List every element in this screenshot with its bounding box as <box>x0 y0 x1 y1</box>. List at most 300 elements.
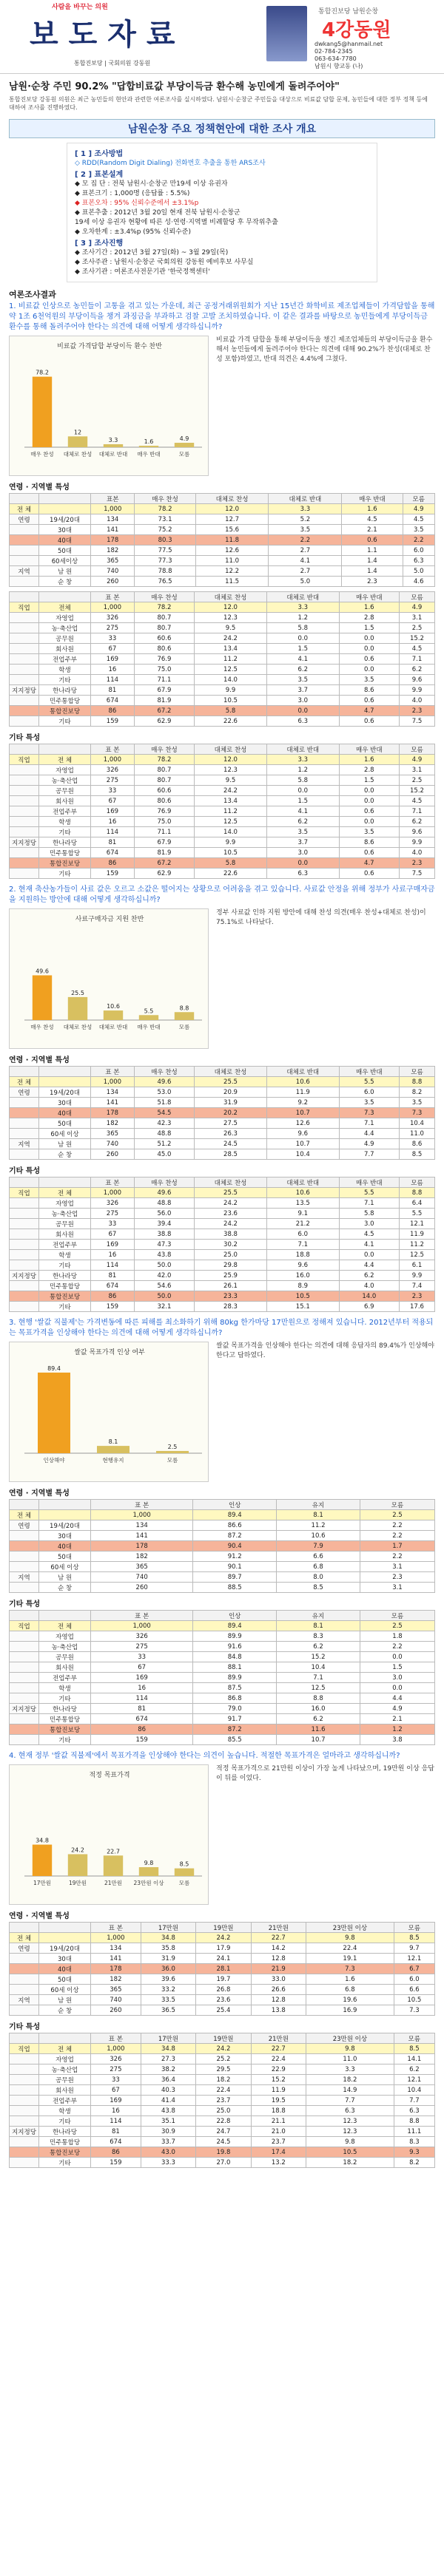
table-header-cell: 대체로 찬성 <box>195 744 267 755</box>
table-cell: 2.2 <box>403 535 435 546</box>
table-cell: 3.5 <box>339 1098 399 1108</box>
table-row <box>10 1562 435 1572</box>
table-cell <box>10 1562 39 1572</box>
table-row <box>10 2085 435 2096</box>
table-cell <box>10 1281 39 1291</box>
table-cell: 15.2 <box>277 1652 360 1662</box>
table-cell: 60세 이상 <box>39 1562 91 1572</box>
table-cell: 9.8 <box>306 2137 394 2147</box>
table-row <box>10 1250 435 1260</box>
table-cell: 순 창 <box>39 2005 91 2016</box>
table-cell: 12.8 <box>251 1954 306 1964</box>
table-cell: 30.2 <box>195 1240 267 1250</box>
table-header-cell: 19만원 <box>196 2033 251 2044</box>
table-row <box>10 1520 435 1531</box>
chart-title: 쌀값 목표가격 인상 여부 <box>74 1349 145 1356</box>
table-row <box>10 1943 435 1954</box>
table-cell: 1.2 <box>266 765 339 775</box>
table-cell <box>10 2116 39 2127</box>
chart-value-label: 8.5 <box>179 1860 189 1868</box>
question-1-row <box>9 336 435 476</box>
table-cell: 25.5 <box>195 1077 267 1087</box>
table-cell: 4.5 <box>399 644 434 654</box>
table-cell: 기타 <box>39 869 91 879</box>
table1-title: 연령 · 지역별 특성 <box>9 483 70 492</box>
table-cell: 0.6 <box>339 848 399 858</box>
chart-bar <box>175 1869 194 1876</box>
table-cell: 0.0 <box>339 633 399 644</box>
table-cell: 27.5 <box>195 1118 267 1129</box>
table-cell: 35.8 <box>141 1943 195 1954</box>
table-cell: 33.2 <box>141 1985 195 1995</box>
table-header-cell: 매우 반대 <box>339 592 399 602</box>
chart-category-label: 21만원 <box>104 1880 123 1886</box>
table-cell: 전 체 <box>10 1510 39 1520</box>
table-header-cell: 대체로 반대 <box>266 744 339 755</box>
table-cell: 141 <box>91 1531 193 1541</box>
headline: 남원·순창 주민 90.2% "답합비료값 부당이득금 환수해 농민에게 돌려주어야" <box>9 81 340 92</box>
chart-category-label: 매우 찬성 <box>30 451 54 458</box>
table-cell: 순 창 <box>39 577 91 587</box>
table-cell: 7.9 <box>277 1541 360 1552</box>
table-cell: 4.4 <box>339 1260 399 1271</box>
table-cell: 8.6 <box>339 685 399 696</box>
table-cell: 자영업 <box>39 613 91 623</box>
table-cell: 3.3 <box>266 602 339 613</box>
table-cell <box>10 1229 39 1240</box>
table-row <box>10 1724 435 1735</box>
table-cell: 114 <box>91 827 135 837</box>
table-cell: 71.1 <box>134 675 194 685</box>
table-cell: 25.4 <box>196 2005 251 2016</box>
table-cell: 4.6 <box>403 577 435 587</box>
table-cell: 지역 <box>10 1139 39 1149</box>
table-cell: 8.2 <box>394 2158 434 2168</box>
table5 <box>9 1177 435 1312</box>
table-cell: 전업주부 <box>39 1673 91 1683</box>
table-cell <box>10 1302 39 1312</box>
table-cell: 회사원 <box>39 1229 91 1240</box>
q3-summary: 쌀값 목표가격을 인상해야 한다는 의견에 대해 응답자의 89.4%가 인상해야 한다고 답하였다. <box>216 1342 434 1359</box>
table-cell <box>10 665 39 675</box>
chart-bar <box>156 1451 189 1453</box>
table-header-cell: 17만원 <box>141 2033 195 2044</box>
table-cell: 8.5 <box>394 2044 434 2054</box>
table-cell: 79.0 <box>193 1704 277 1714</box>
overview-heading-2: [ 2 ] 표본설계 <box>75 171 124 179</box>
table-cell: 직업 <box>10 1621 39 1631</box>
chart-category-label: 17만원 <box>33 1880 52 1886</box>
table-cell: 7.1 <box>399 654 434 665</box>
table-header-cell: 표 본 <box>91 744 135 755</box>
table-cell <box>10 1652 39 1662</box>
table-cell <box>10 1552 39 1562</box>
table-cell: 6.2 <box>394 2064 434 2075</box>
question-3: 3. 현행 '쌀값 직불제'는 가격변동에 따른 피해를 최소화하기 위해 80kg 한가마당 17만원으로 정해져 있습니다. 2012년부터 적용되는 목표가격을 인상해야 한다는 의견에 대해 어떻게 생각하십니까? <box>9 1319 434 1337</box>
table-cell: 3.1 <box>399 613 434 623</box>
table-cell: 7.1 <box>339 1118 399 1129</box>
table-cell: 34.8 <box>141 2044 195 2054</box>
table-cell: 60세이상 <box>39 556 91 566</box>
table-cell: 전업주부 <box>39 1240 91 1250</box>
table-cell: 10.5 <box>306 2147 394 2158</box>
chart-value-label: 8.8 <box>179 1005 189 1012</box>
table-cell: 6.9 <box>339 1302 399 1312</box>
table-row <box>10 1087 435 1098</box>
table-cell: 84.8 <box>193 1652 277 1662</box>
table-cell: 민주통합당 <box>39 1714 91 1724</box>
table-cell: 24.2 <box>195 1219 267 1229</box>
table-cell: 24.2 <box>196 2044 251 2054</box>
table-cell: 6.8 <box>306 1985 394 1995</box>
table-row <box>10 817 435 827</box>
table-cell: 87.2 <box>193 1724 277 1735</box>
table-cell: 1,000 <box>91 2044 141 2054</box>
table-cell: 11.6 <box>277 1724 360 1735</box>
table-cell: 9.9 <box>399 837 434 848</box>
table-cell: 14.0 <box>195 827 267 837</box>
table-row <box>10 2127 435 2137</box>
table-header-cell <box>39 1177 91 1188</box>
table-row <box>10 2064 435 2075</box>
table-cell: 6.0 <box>339 1087 399 1098</box>
table-cell: 15.2 <box>251 2075 306 2085</box>
table9-title: 기타 특성 <box>9 2023 41 2031</box>
table-cell: 78.2 <box>135 504 195 514</box>
table-header-cell: 대체로 반대 <box>266 1067 339 1077</box>
table-cell: 62.9 <box>134 716 194 727</box>
table-cell: 12.5 <box>195 665 267 675</box>
table-row <box>10 765 435 775</box>
table-cell: 기타 <box>39 1735 91 1745</box>
table-cell: 자영업 <box>39 1198 91 1209</box>
table-header-cell: 모름 <box>360 1500 434 1510</box>
table-cell: 0.0 <box>266 706 339 716</box>
chart-bar <box>68 1854 87 1876</box>
table-row <box>10 2147 435 2158</box>
table-cell: 3.7 <box>266 685 339 696</box>
table-cell: 67 <box>91 796 135 806</box>
table-cell <box>10 1531 39 1541</box>
table-row <box>10 556 435 566</box>
table-cell: 674 <box>91 1281 135 1291</box>
table-header-cell: 17만원 <box>141 1923 195 1933</box>
table-header-cell: 모름 <box>403 494 435 504</box>
table-cell: 3.5 <box>269 525 342 535</box>
table-cell: 21.1 <box>251 2116 306 2127</box>
table-header-cell: 모름 <box>399 744 434 755</box>
table-cell: 전 체 <box>39 1621 91 1631</box>
table-row <box>10 1281 435 1291</box>
table-cell: 3.1 <box>360 1562 434 1572</box>
table-row <box>10 786 435 796</box>
table-cell <box>10 2075 39 2085</box>
table-cell: 2.1 <box>342 525 403 535</box>
table-cell: 19세/20대 <box>39 1520 91 1531</box>
table-cell: 3.5 <box>266 827 339 837</box>
table-cell: 전업주부 <box>39 654 91 665</box>
table-cell: 24.1 <box>196 1954 251 1964</box>
table-header-cell <box>39 744 91 755</box>
table-cell: 4.9 <box>399 755 434 765</box>
table-row <box>10 613 435 623</box>
table-row <box>10 1683 435 1693</box>
table-cell: 12.0 <box>195 755 267 765</box>
table-cell: 740 <box>91 566 135 577</box>
table-cell: 43.8 <box>134 1250 194 1260</box>
table-cell: 6.3 <box>306 2106 394 2116</box>
candidate-name: 4강동원 <box>322 19 391 41</box>
table-row <box>10 1188 435 1198</box>
table-cell: 1.5 <box>266 796 339 806</box>
table-cell: 182 <box>91 1974 141 1985</box>
table-cell: 1.5 <box>339 775 399 786</box>
table-cell: 33.3 <box>141 2158 195 2168</box>
table-cell <box>10 696 39 706</box>
table-cell: 49.6 <box>134 1077 194 1087</box>
table-cell: 3.5 <box>399 1098 434 1108</box>
table-cell: 14.1 <box>394 2054 434 2064</box>
table-cell: 12.1 <box>394 1954 434 1964</box>
chart-category-label: 모름 <box>166 1457 178 1464</box>
table-cell: 지지정당 <box>10 685 39 696</box>
table-cell: 62.9 <box>134 869 194 879</box>
table-cell <box>10 654 39 665</box>
table-header-cell: 매우 찬성 <box>134 744 194 755</box>
table-cell: 260 <box>91 1149 135 1160</box>
table-header-cell: 모름 <box>394 2033 434 2044</box>
table-row <box>10 504 435 514</box>
table-cell: 77.5 <box>135 546 195 556</box>
table-cell: 0.0 <box>360 1652 434 1662</box>
table-cell: 2.5 <box>360 1510 434 1520</box>
table-cell: 23.7 <box>196 2096 251 2106</box>
chart-bar <box>104 1010 123 1020</box>
table-cell <box>10 848 39 858</box>
q1-summary: 비료값 가격 담합을 통해 부당이득을 챙긴 제조업체들의 부당이득금을 환수해서 농민들에게 돌려주어야 한다는 의견에 대해 90.2%가 찬성(대체로 찬성 포함)하였고, 반대 의견은 4.4%에 그쳤다. <box>216 336 433 363</box>
table-cell: 275 <box>91 1642 193 1652</box>
table-cell: 21.2 <box>266 1219 339 1229</box>
table-row <box>10 1714 435 1724</box>
table-header-row <box>10 744 435 755</box>
table-cell: 12.3 <box>195 765 267 775</box>
table-header-cell <box>39 1067 91 1077</box>
table-cell: 3.5 <box>339 675 399 685</box>
table-header-cell: 모름 <box>399 592 434 602</box>
table-cell: 35.1 <box>141 2116 195 2127</box>
table-cell: 20.2 <box>195 1108 267 1118</box>
table-cell <box>10 1631 39 1642</box>
table-row <box>10 1621 435 1631</box>
table-cell: 6.3 <box>266 716 339 727</box>
table-cell: 1.2 <box>360 1724 434 1735</box>
table-cell <box>10 1098 39 1108</box>
table-cell: 16.0 <box>277 1704 360 1714</box>
chart-value-label: 8.1 <box>108 1438 118 1446</box>
table-cell <box>10 1693 39 1704</box>
table-cell: 22.4 <box>251 2054 306 2064</box>
table-cell: 17.6 <box>399 1302 434 1312</box>
table-cell: 24.5 <box>196 2137 251 2147</box>
table-cell: 2.1 <box>360 1714 434 1724</box>
table-cell: 85.5 <box>193 1735 277 1745</box>
table-cell: 0.6 <box>339 806 399 817</box>
table-cell: 114 <box>91 1260 135 1271</box>
table-header-cell: 대체로 반대 <box>269 494 342 504</box>
table-cell: 4.5 <box>403 514 435 525</box>
chart-value-label: 4.9 <box>179 435 189 443</box>
chart-category-label: 매우 찬성 <box>30 1024 54 1030</box>
table-cell: 3.8 <box>360 1735 434 1745</box>
table-cell: 회사원 <box>39 1662 91 1673</box>
table-cell <box>10 1673 39 1683</box>
table-cell: 40대 <box>39 535 91 546</box>
table-cell: 19세/20대 <box>39 514 91 525</box>
table-cell: 기타 <box>39 675 91 685</box>
table-row <box>10 2005 435 2016</box>
table-cell: 178 <box>91 535 135 546</box>
table-cell: 19.6 <box>306 1995 394 2005</box>
table-cell: 농·축산업 <box>39 1642 91 1652</box>
table-cell: 4.4 <box>360 1693 434 1704</box>
table8-title: 연령 · 지역별 특성 <box>9 1912 70 1920</box>
table-cell: 4.5 <box>342 514 403 525</box>
table-cell: 전 체 <box>10 1933 39 1943</box>
table-cell: 6.2 <box>266 665 339 675</box>
table-header-cell <box>10 1611 39 1621</box>
table-cell: 67 <box>91 644 135 654</box>
table-cell: 67.2 <box>134 858 194 869</box>
table-cell: 통합진보당 <box>39 1724 91 1735</box>
table-cell: 5.8 <box>266 623 339 633</box>
table-cell: 전업주부 <box>39 2096 91 2106</box>
table-cell <box>10 675 39 685</box>
table-row <box>10 675 435 685</box>
table6-title: 연령 · 지역별 특성 <box>9 1489 70 1498</box>
table-cell: 13.8 <box>251 2005 306 2016</box>
table-cell: 76.5 <box>135 577 195 587</box>
table-cell: 한나라당 <box>39 1271 91 1281</box>
table-cell: 4.0 <box>399 696 434 706</box>
table2 <box>9 591 435 727</box>
table-cell <box>10 817 39 827</box>
table-cell: 6.3 <box>394 2106 434 2116</box>
table-cell: 7.1 <box>277 1673 360 1683</box>
table-cell: 27.0 <box>196 2158 251 2168</box>
table-cell: 3.0 <box>266 848 339 858</box>
table-header-cell: 매우 반대 <box>339 1067 399 1077</box>
table-cell: 81 <box>91 837 135 848</box>
table-cell: 2.3 <box>342 577 403 587</box>
table-cell: 178 <box>91 1541 193 1552</box>
table-cell: 학생 <box>39 817 91 827</box>
table-cell: 1,000 <box>91 1188 135 1198</box>
table-cell: 67.9 <box>134 685 194 696</box>
q4-chart <box>9 1764 209 1905</box>
table-cell: 30대 <box>39 525 91 535</box>
portrait-photo <box>266 6 307 61</box>
table-row <box>10 1271 435 1281</box>
table-cell <box>10 827 39 837</box>
table-cell: 3.3 <box>306 2064 394 2075</box>
table-cell: 지지정당 <box>10 1704 39 1714</box>
chart-category-label: 모름 <box>178 451 190 458</box>
header-side-tag: 통합진보당 남원순창 <box>318 8 379 16</box>
table-cell <box>10 2147 39 2158</box>
table-cell: 직업 <box>10 1188 39 1198</box>
table-cell: 자영업 <box>39 1631 91 1642</box>
table-cell: 7.1 <box>399 806 434 817</box>
table-cell <box>10 1662 39 1673</box>
table-cell: 182 <box>91 1118 135 1129</box>
table-cell: 19.7 <box>196 1974 251 1985</box>
table-cell: 기타 <box>39 716 91 727</box>
table-cell: 260 <box>91 577 135 587</box>
table-cell: 9.5 <box>195 775 267 786</box>
table-cell: 3.5 <box>339 827 399 837</box>
table-cell: 연령 <box>10 1520 39 1531</box>
table-cell <box>10 706 39 716</box>
table-cell: 90.4 <box>193 1541 277 1552</box>
table-cell: 4.1 <box>269 556 342 566</box>
table-cell: 86 <box>91 1724 193 1735</box>
table-header-cell: 매우 반대 <box>342 494 403 504</box>
table-cell: 22.7 <box>251 2044 306 2054</box>
table-cell: 134 <box>91 514 135 525</box>
chart-bar <box>104 444 123 447</box>
table-row <box>10 1985 435 1995</box>
table-row <box>10 716 435 727</box>
table-cell: 13.4 <box>195 644 267 654</box>
table-header-row <box>10 592 435 602</box>
table-cell: 89.7 <box>193 1572 277 1583</box>
table-cell: 18.2 <box>196 2075 251 2085</box>
table-cell: 24.2 <box>195 633 267 644</box>
table-cell: 5.8 <box>339 1209 399 1219</box>
table-cell: 18.8 <box>266 1250 339 1260</box>
table-header-cell <box>10 1177 39 1188</box>
table-row <box>10 1240 435 1250</box>
table-cell <box>10 1240 39 1250</box>
table-cell: 89.9 <box>193 1673 277 1683</box>
table-cell <box>10 1219 39 1229</box>
table-cell: 25.5 <box>195 1188 267 1198</box>
header-tag: 사람을 바꾸는 의원 <box>52 4 108 11</box>
table-cell: 10.6 <box>266 1077 339 1087</box>
table-cell: 89.4 <box>193 1621 277 1631</box>
table-cell: 7.7 <box>306 2096 394 2106</box>
table-cell: 농·축산업 <box>39 2064 91 2075</box>
table-cell: 80.7 <box>134 765 194 775</box>
chart-bar <box>139 1867 158 1876</box>
table-cell: 114 <box>91 1693 193 1704</box>
table-cell: 19세/20대 <box>39 1087 91 1098</box>
table-cell: 1.2 <box>266 613 339 623</box>
table-row <box>10 1198 435 1209</box>
table-cell: 22.6 <box>195 716 267 727</box>
contact-block <box>314 41 383 70</box>
table-cell: 전 체 <box>39 1188 91 1198</box>
table-cell <box>10 1642 39 1652</box>
chart-category-label: 매우 반대 <box>137 1024 161 1030</box>
table-cell: 86.8 <box>193 1693 277 1704</box>
table-cell: 24.2 <box>195 1198 267 1209</box>
table-cell: 1.6 <box>339 602 399 613</box>
table-cell: 18.2 <box>306 2158 394 2168</box>
table-cell <box>10 775 39 786</box>
overview-line-7: ◆ 조사기간 : 2012년 3월 27일(화) ~ 3월 29일(목) <box>75 249 229 256</box>
table-cell: 12.0 <box>195 602 267 613</box>
